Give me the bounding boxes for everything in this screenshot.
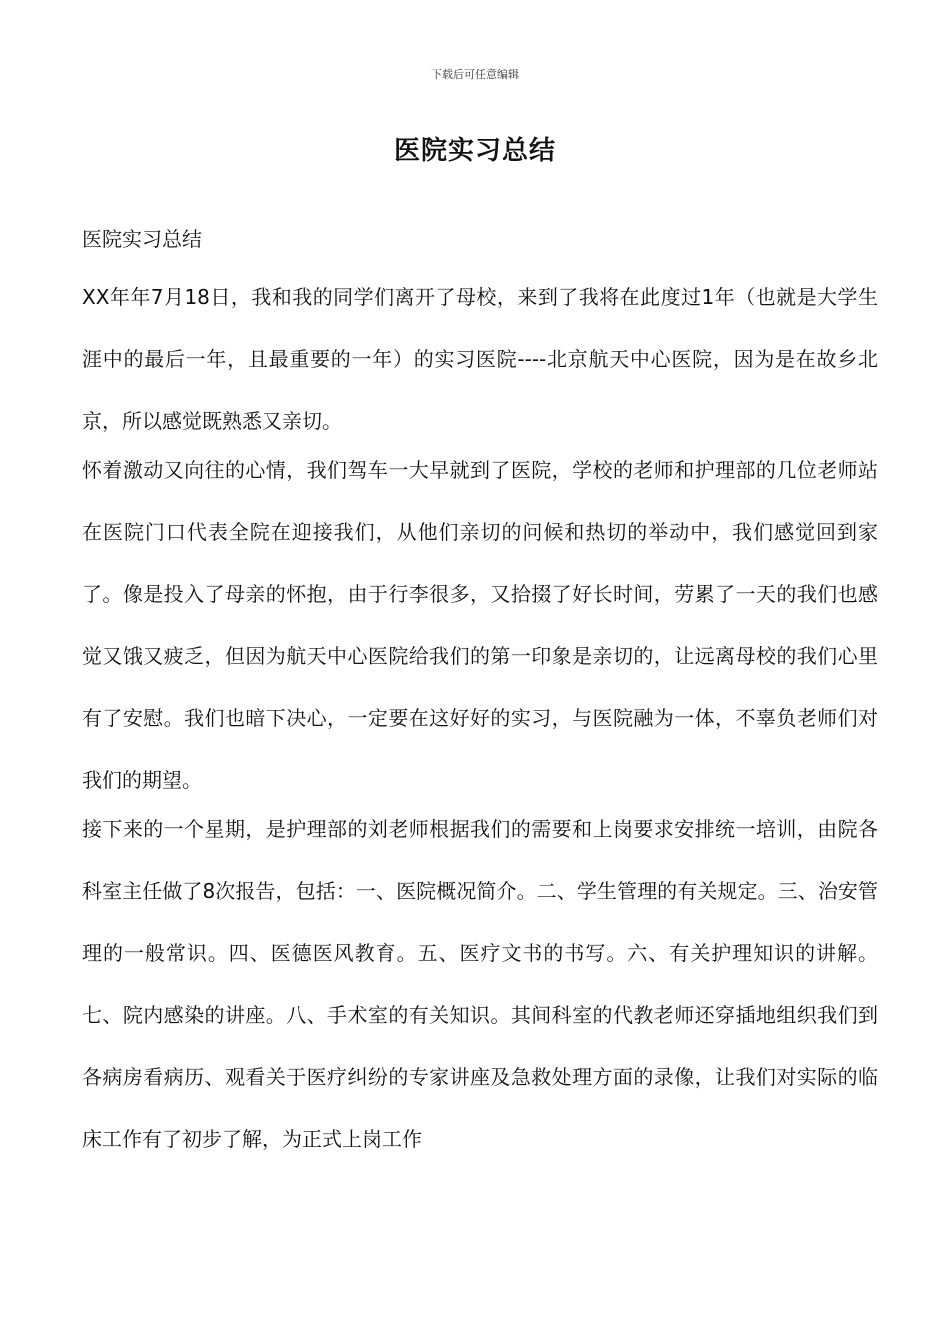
document-body	[82, 224, 878, 1170]
document-subtitle: 医院实习总结	[82, 227, 202, 251]
paragraph-1: XX年年7月18日，我和我的同学们离开了母校，来到了我将在此度过1年（也就是大学生涯中的最后一年，且最重要的一年）的实习医院----北京航天中心医院，因为是在故乡北京，所以感觉既熟悉又亲切。	[82, 285, 878, 433]
paragraph-3: 接下来的一个星期，是护理部的刘老师根据我们的需要和上岗要求安排统一培训，由院各科室主任做了8次报告，包括：一、医院概况简介。二、学生管理的有关规定。三、治安管理的一般常识。四、医德医风教育。五、医疗文书的书写。六、有关护理知识的讲解。七、院内感染的讲座。八、手术室的有关知识。其间科室的代教老师还穿插地组织我们到各病房看病历、观看关于医疗纠纷的专家讲座及急救处理方面的录像，让我们对实际的临床工作有了初步了解，为正式上岗工作	[82, 817, 878, 1151]
document-title: 医院实习总结	[393, 136, 556, 166]
header-note: 下载后可任意编辑	[431, 68, 519, 81]
paragraph-2: 怀着激动又向往的心情，我们驾车一大早就到了医院，学校的老师和护理部的几位老师站在医院门口代表全院在迎接我们，从他们亲切的问候和热切的举动中，我们感觉回到家了。像是投入了母亲的怀抱，由于行李很多，又拾掇了好长时间，劳累了一天的我们也感觉又饿又疲乏，但因为航天中心医院给我们的第一印象是亲切的，让远离母校的我们心里有了安慰。我们也暗下决心，一定要在这好好的实习，与医院融为一体，不辜负老师们对我们的期望。	[82, 458, 878, 792]
